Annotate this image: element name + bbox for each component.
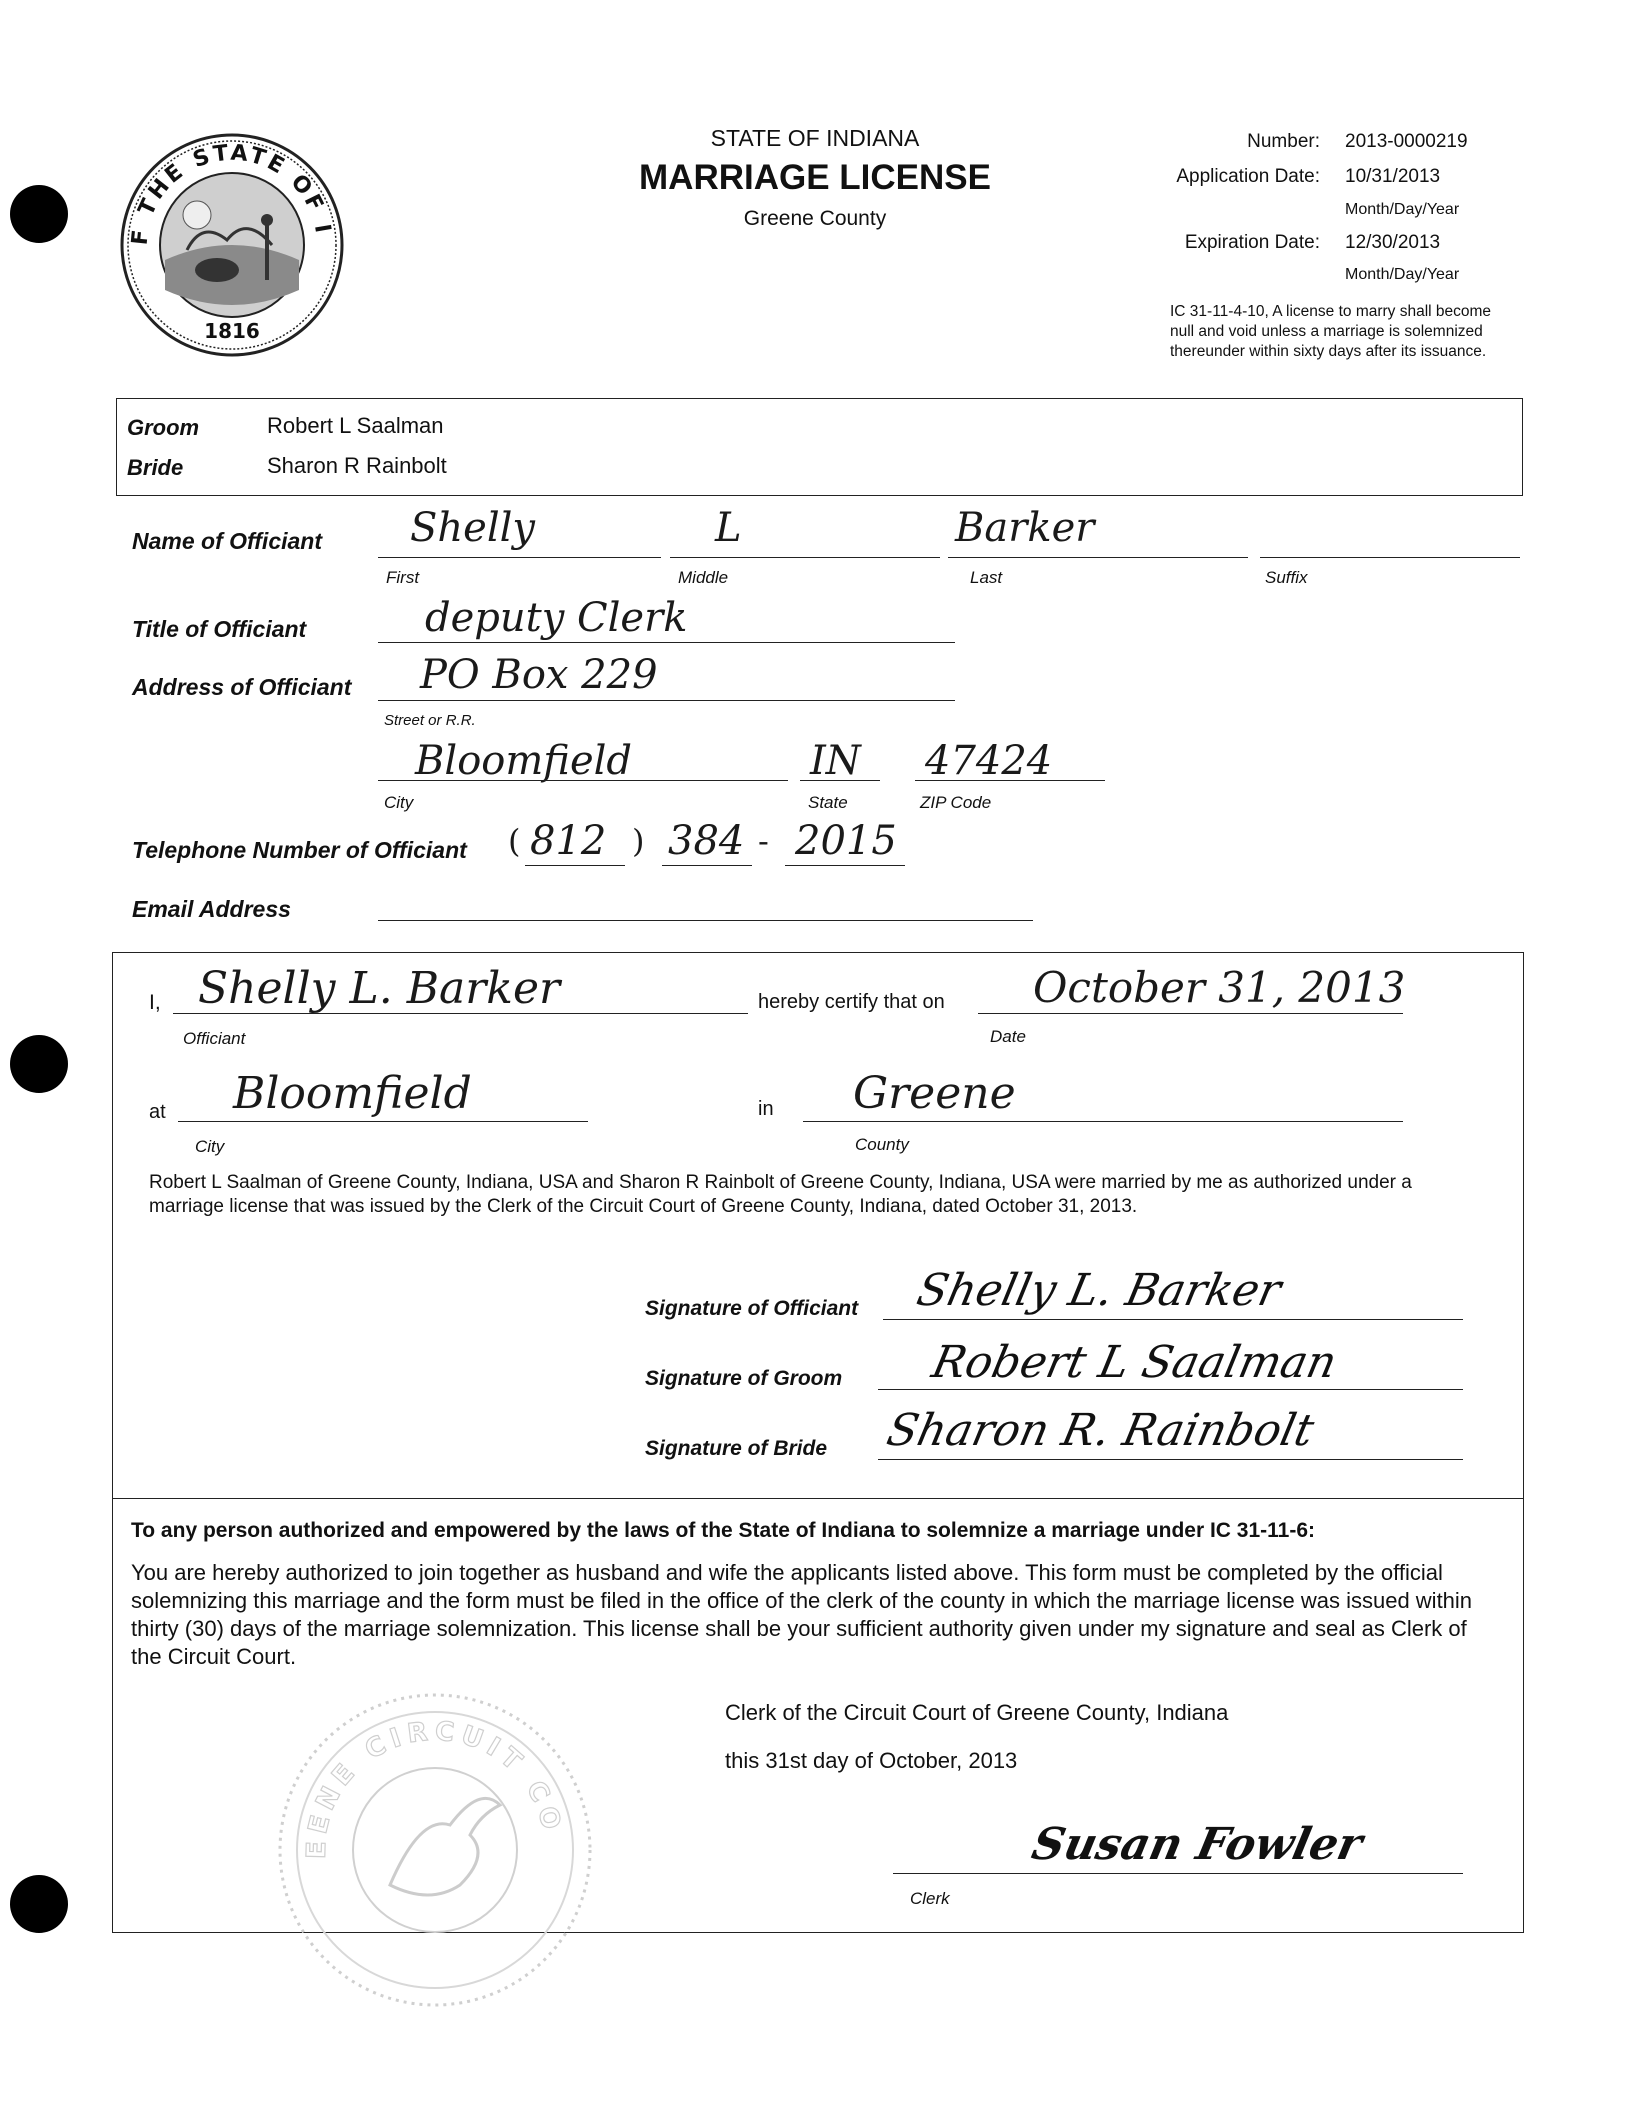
phone-line-line	[785, 865, 905, 866]
city-caption: City	[384, 793, 414, 812]
officiant-first-line	[378, 557, 661, 558]
state-seal-graphic	[117, 130, 347, 360]
officiant-street[interactable]: PO Box 229	[420, 652, 658, 698]
binder-hole-2	[10, 1035, 68, 1093]
middle-caption: Middle	[678, 568, 729, 587]
bride-signature[interactable]: Sharon R. Rainbolt	[882, 1405, 1319, 1456]
officiant-signature[interactable]: Shelly L. Barker	[912, 1265, 1286, 1316]
officiant-middle-line	[670, 557, 940, 558]
couple-box	[116, 398, 1523, 496]
application-date-label: Application Date:	[1176, 166, 1320, 187]
state-seal-year: 1816	[204, 319, 260, 343]
certificate-city-line	[178, 1121, 588, 1122]
authorization-heading: To any person authorized and empowered by the laws of the State of Indiana to solemnize a marriage under IC 31-11-6:	[131, 1519, 1316, 1542]
sig-groom-line	[878, 1389, 1463, 1390]
certificate-county[interactable]: Greene	[853, 1068, 1016, 1119]
officiant-title[interactable]: deputy Clerk	[425, 595, 688, 641]
header-state: STATE OF INDIANA	[710, 125, 920, 151]
phone-prefix-line	[662, 865, 752, 866]
officiant-phone-label: Telephone Number of Officiant	[132, 837, 467, 863]
officiant-middle-name[interactable]: L	[715, 505, 742, 551]
clerk-caption: Clerk	[910, 1889, 950, 1908]
zip-caption: ZIP Code	[920, 793, 992, 812]
court-seal-name: EENE CIRCUIT CO	[301, 1716, 568, 1860]
street-caption: Street or R.R.	[384, 712, 476, 729]
expiration-date: 12/30/2013	[1345, 232, 1441, 253]
bride-label: Bride	[127, 455, 184, 480]
sig-bride-line	[878, 1459, 1463, 1460]
suffix-caption: Suffix	[1265, 568, 1308, 587]
officiant-phone-area[interactable]: 812	[530, 818, 607, 864]
state-seal-name: F THE STATE OF I	[127, 140, 336, 247]
certificate-date[interactable]: October 31, 2013	[1033, 963, 1406, 1012]
application-date: 10/31/2013	[1345, 166, 1441, 187]
officiant-city[interactable]: Bloomfield	[415, 738, 633, 784]
officiant-city-line	[378, 780, 788, 781]
officiant-title-label: Title of Officiant	[132, 616, 307, 642]
application-date-format: Month/Day/Year	[1345, 201, 1460, 218]
clerk-of-court: Clerk of the Circuit Court of Greene County, Indiana	[725, 1700, 1229, 1725]
officiant-zip[interactable]: 47424	[925, 738, 1053, 784]
expiration-date-format: Month/Day/Year	[1345, 266, 1460, 283]
groom-signature[interactable]: Robert L Saalman	[927, 1337, 1342, 1388]
phone-paren-close: )	[632, 822, 645, 860]
last-caption: Last	[970, 568, 1003, 587]
header-county: Greene County	[743, 207, 887, 230]
email-line	[378, 920, 1033, 921]
certificate-city-caption: City	[195, 1137, 225, 1156]
sig-groom-label: Signature of Groom	[645, 1367, 843, 1390]
page-title: MARRIAGE LICENSE	[639, 158, 991, 197]
statute-note: IC 31-11-4-10, A license to marry shall become null and void unless a marriage is solemnized thereunder within sixty days after its issuance.	[1170, 303, 1492, 360]
certificate-box	[112, 952, 1524, 1499]
license-number: 2013-0000219	[1345, 131, 1468, 152]
officiant-zip-line	[915, 780, 1105, 781]
bride-name: Sharon R Rainbolt	[267, 453, 447, 478]
sig-bride-label: Signature of Bride	[645, 1437, 828, 1460]
in-label: in	[758, 1098, 774, 1120]
officiant-last-line	[948, 557, 1248, 558]
officiant-first-name[interactable]: Shelly	[410, 505, 536, 551]
certificate-date-line	[978, 1013, 1403, 1014]
groom-label: Groom	[127, 415, 200, 440]
certificate-officiant-caption: Officiant	[183, 1029, 246, 1048]
first-caption: First	[386, 568, 420, 587]
certificate-county-line	[803, 1121, 1403, 1122]
clerk-day-line: this 31st day of October, 2013	[725, 1748, 1018, 1773]
certificate-statement: Robert L Saalman of Greene County, Indiana, USA and Sharon R Rainbolt of Greene County, Indiana, USA were married by me as authorized under a marriage license that was issued by the Clerk of the Circuit Court of Greene County, Indiana, dated October 31, 2013.	[149, 1172, 1412, 1217]
state-caption: State	[808, 793, 848, 812]
officiant-state-line	[800, 780, 880, 781]
phone-paren-open: (	[508, 822, 521, 860]
officiant-title-line	[378, 642, 955, 643]
sig-officiant-label: Signature of Officiant	[645, 1297, 859, 1320]
certificate-county-caption: County	[855, 1135, 909, 1154]
email-label: Email Address	[132, 896, 291, 922]
phone-area-line	[525, 865, 625, 866]
authorization-text: You are hereby authorized to join together as husband and wife the applicants listed above. This form must be completed by the official solemnizing this marriage and the form must be filed in the office of the clerk of the county in which the marriage license was issued within thirty (30) days of the marriage solemnization. This license shall be your sufficient authority given under my signature and seal as Clerk of the Circuit Court.	[131, 1560, 1473, 1669]
clerk-signature[interactable]: Susan Fowler	[1027, 1819, 1367, 1870]
officiant-phone-prefix[interactable]: 384	[668, 818, 745, 864]
certificate-date-caption: Date	[990, 1027, 1026, 1046]
certificate-city[interactable]: Bloomfield	[233, 1068, 472, 1119]
state-seal	[117, 130, 347, 360]
license-number-label: Number:	[1247, 131, 1320, 152]
officiant-address-label: Address of Officiant	[132, 674, 352, 700]
groom-name: Robert L Saalman	[267, 413, 444, 438]
at-label: at	[149, 1101, 166, 1123]
i-label: I,	[149, 991, 161, 1014]
officiant-phone-line[interactable]: 2015	[795, 818, 897, 864]
officiant-state[interactable]: IN	[810, 738, 861, 784]
sig-officiant-line	[883, 1319, 1463, 1320]
svg-text:GREENE CIRCUIT COURT	[270, 1685, 567, 1859]
clerk-signature-line	[893, 1873, 1463, 1874]
certify-text: hereby certify that on	[758, 991, 945, 1013]
phone-dash: -	[758, 822, 769, 860]
court-seal	[270, 1685, 600, 2015]
certificate-officiant-name[interactable]: Shelly L. Barker	[198, 963, 561, 1014]
certificate-officiant-line	[173, 1013, 748, 1014]
binder-hole-3	[10, 1875, 68, 1933]
officiant-suffix-line	[1260, 557, 1520, 558]
officiant-name-label: Name of Officiant	[132, 528, 322, 554]
court-seal-graphic	[270, 1685, 600, 2015]
officiant-street-line	[378, 700, 955, 701]
expiration-date-label: Expiration Date:	[1184, 232, 1320, 253]
officiant-last-name[interactable]: Barker	[955, 505, 1095, 551]
binder-hole-1	[10, 185, 68, 243]
